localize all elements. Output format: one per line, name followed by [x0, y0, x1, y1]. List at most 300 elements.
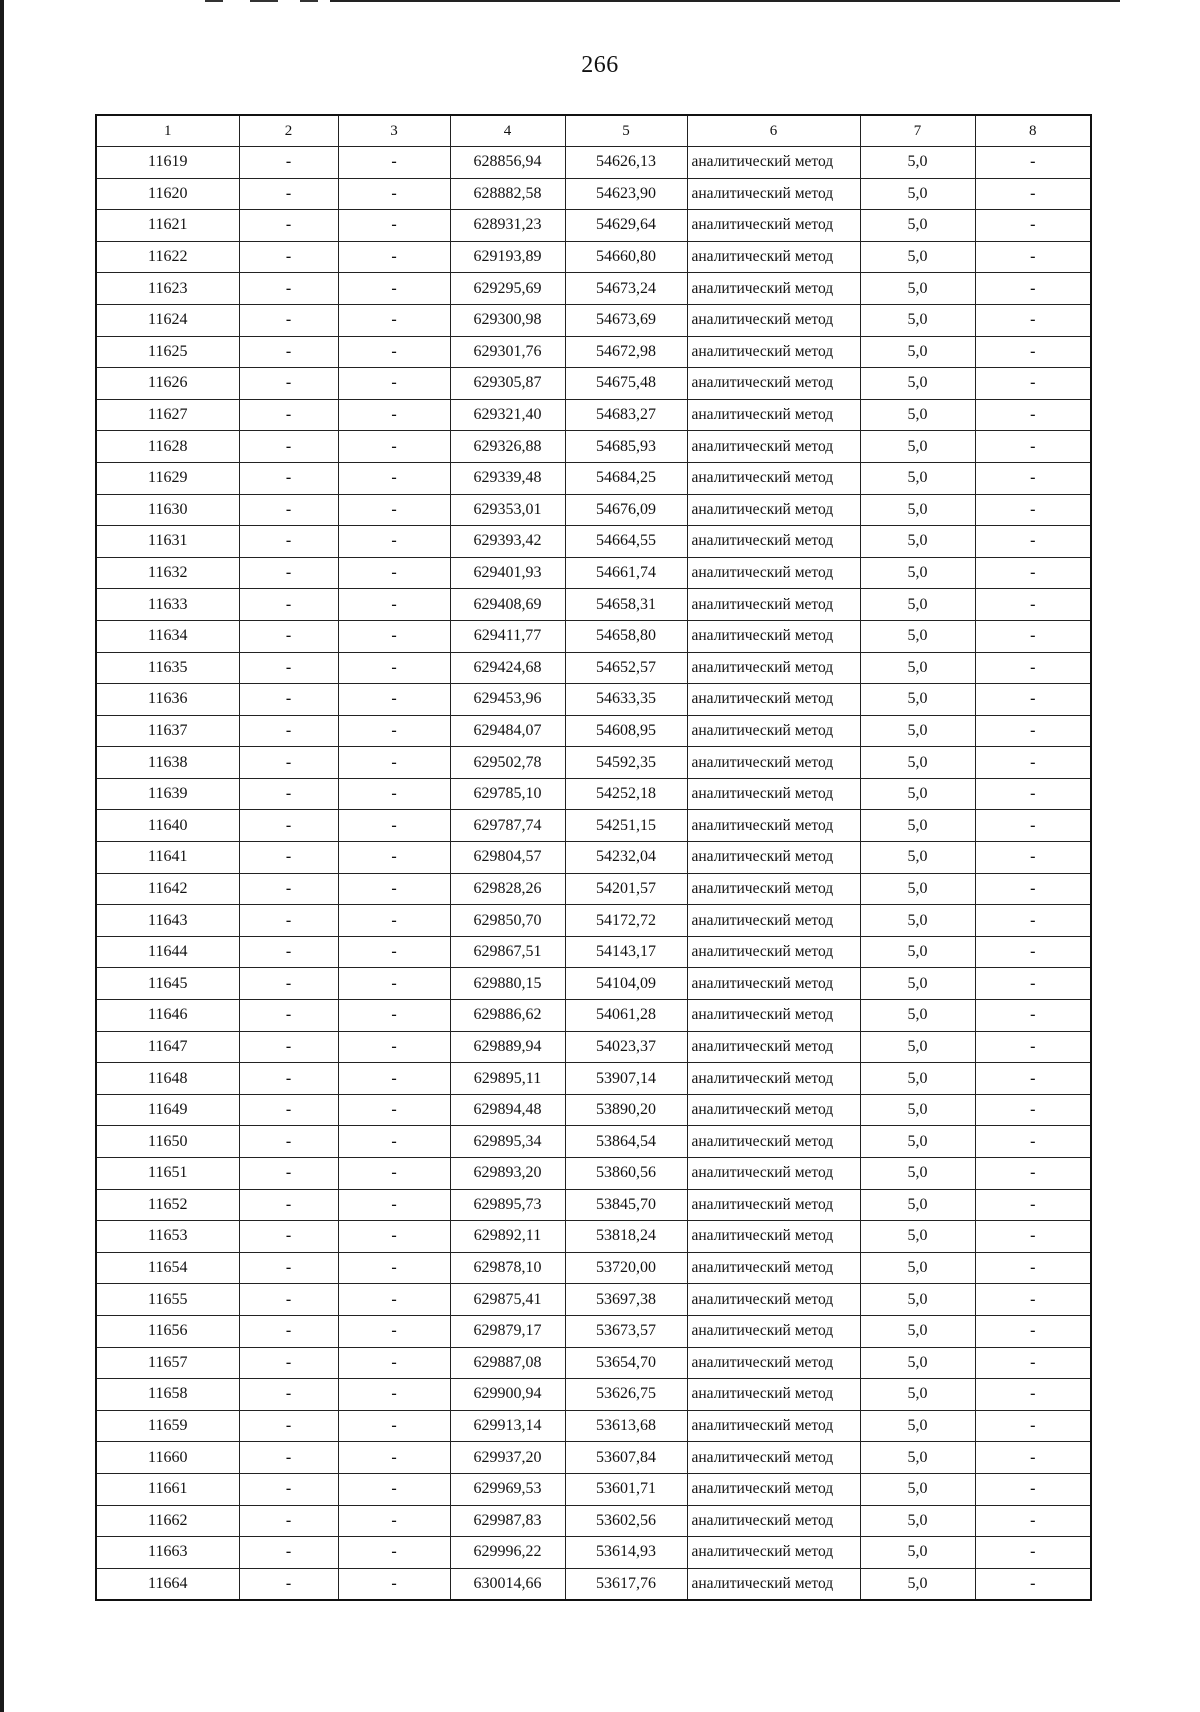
x-coordinate-cell: 629969,53 — [450, 1473, 565, 1505]
col8-cell: - — [975, 273, 1091, 305]
col3-cell: - — [338, 241, 450, 273]
accuracy-cell: 5,0 — [860, 1284, 975, 1316]
col2-cell: - — [239, 715, 338, 747]
x-coordinate-cell: 629828,26 — [450, 873, 565, 905]
x-coordinate-cell: 629502,78 — [450, 747, 565, 779]
scan-left-edge — [0, 0, 4, 1712]
y-coordinate-cell: 53614,93 — [565, 1537, 687, 1569]
table-row — [96, 1252, 1091, 1284]
col8-cell: - — [975, 1126, 1091, 1158]
col2-cell: - — [239, 810, 338, 842]
x-coordinate-cell: 629300,98 — [450, 304, 565, 336]
point-number-cell: 11637 — [96, 715, 239, 747]
col8-cell: - — [975, 178, 1091, 210]
point-number-cell: 11642 — [96, 873, 239, 905]
col8-cell: - — [975, 873, 1091, 905]
table-row — [96, 968, 1091, 1000]
col8-cell: - — [975, 1094, 1091, 1126]
col2-cell: - — [239, 652, 338, 684]
accuracy-cell: 5,0 — [860, 1189, 975, 1221]
accuracy-cell: 5,0 — [860, 1347, 975, 1379]
col3-cell: - — [338, 620, 450, 652]
col2-cell: - — [239, 1442, 338, 1474]
col8-cell: - — [975, 1473, 1091, 1505]
col2-cell: - — [239, 936, 338, 968]
point-number-cell: 11627 — [96, 399, 239, 431]
col3-cell: - — [338, 431, 450, 463]
accuracy-cell: 5,0 — [860, 810, 975, 842]
y-coordinate-cell: 54664,55 — [565, 526, 687, 558]
col8-cell: - — [975, 589, 1091, 621]
col8-cell: - — [975, 462, 1091, 494]
x-coordinate-cell: 629305,87 — [450, 368, 565, 400]
method-cell: аналитический метод — [687, 1568, 860, 1600]
point-number-cell: 11660 — [96, 1442, 239, 1474]
col2-cell: - — [239, 1315, 338, 1347]
col8-cell: - — [975, 684, 1091, 716]
table-row — [96, 1094, 1091, 1126]
col8-cell: - — [975, 747, 1091, 779]
accuracy-cell: 5,0 — [860, 778, 975, 810]
method-cell: аналитический метод — [687, 368, 860, 400]
method-cell: аналитический метод — [687, 147, 860, 179]
col3-cell: - — [338, 1473, 450, 1505]
col3-cell: - — [338, 178, 450, 210]
method-cell: аналитический метод — [687, 1063, 860, 1095]
col3-cell: - — [338, 936, 450, 968]
y-coordinate-cell: 54232,04 — [565, 842, 687, 874]
point-number-cell: 11652 — [96, 1189, 239, 1221]
y-coordinate-cell: 54683,27 — [565, 399, 687, 431]
col8-cell: - — [975, 304, 1091, 336]
method-cell: аналитический метод — [687, 1158, 860, 1190]
table-row — [96, 1000, 1091, 1032]
table-row — [96, 1347, 1091, 1379]
method-cell: аналитический метод — [687, 431, 860, 463]
y-coordinate-cell: 53673,57 — [565, 1315, 687, 1347]
method-cell: аналитический метод — [687, 304, 860, 336]
col8-cell: - — [975, 431, 1091, 463]
col2-cell: - — [239, 1568, 338, 1600]
point-number-cell: 11656 — [96, 1315, 239, 1347]
table-row — [96, 1158, 1091, 1190]
column-header: 3 — [338, 115, 450, 147]
x-coordinate-cell: 629900,94 — [450, 1379, 565, 1411]
point-number-cell: 11653 — [96, 1221, 239, 1253]
y-coordinate-cell: 53607,84 — [565, 1442, 687, 1474]
point-number-cell: 11623 — [96, 273, 239, 305]
col8-cell: - — [975, 336, 1091, 368]
accuracy-cell: 5,0 — [860, 968, 975, 1000]
accuracy-cell: 5,0 — [860, 1568, 975, 1600]
x-coordinate-cell: 629889,94 — [450, 1031, 565, 1063]
accuracy-cell: 5,0 — [860, 241, 975, 273]
method-cell: аналитический метод — [687, 1031, 860, 1063]
col3-cell: - — [338, 336, 450, 368]
method-cell: аналитический метод — [687, 557, 860, 589]
x-coordinate-cell: 629867,51 — [450, 936, 565, 968]
point-number-cell: 11650 — [96, 1126, 239, 1158]
method-cell: аналитический метод — [687, 968, 860, 1000]
x-coordinate-cell: 629880,15 — [450, 968, 565, 1000]
accuracy-cell: 5,0 — [860, 1126, 975, 1158]
table-row — [96, 273, 1091, 305]
col3-cell: - — [338, 715, 450, 747]
y-coordinate-cell: 54023,37 — [565, 1031, 687, 1063]
col8-cell: - — [975, 1505, 1091, 1537]
col3-cell: - — [338, 557, 450, 589]
x-coordinate-cell: 629913,14 — [450, 1410, 565, 1442]
point-number-cell: 11649 — [96, 1094, 239, 1126]
col3-cell: - — [338, 905, 450, 937]
x-coordinate-cell: 629484,07 — [450, 715, 565, 747]
y-coordinate-cell: 53626,75 — [565, 1379, 687, 1411]
col8-cell: - — [975, 1379, 1091, 1411]
table-row — [96, 1284, 1091, 1316]
method-cell: аналитический метод — [687, 1410, 860, 1442]
x-coordinate-cell: 629987,83 — [450, 1505, 565, 1537]
table-row — [96, 715, 1091, 747]
method-cell: аналитический метод — [687, 620, 860, 652]
table-row — [96, 557, 1091, 589]
method-cell: аналитический метод — [687, 842, 860, 874]
col8-cell: - — [975, 905, 1091, 937]
point-number-cell: 11663 — [96, 1537, 239, 1569]
method-cell: аналитический метод — [687, 684, 860, 716]
accuracy-cell: 5,0 — [860, 494, 975, 526]
point-number-cell: 11638 — [96, 747, 239, 779]
y-coordinate-cell: 54201,57 — [565, 873, 687, 905]
y-coordinate-cell: 54172,72 — [565, 905, 687, 937]
y-coordinate-cell: 53860,56 — [565, 1158, 687, 1190]
method-cell: аналитический метод — [687, 1315, 860, 1347]
accuracy-cell: 5,0 — [860, 620, 975, 652]
x-coordinate-cell: 629894,48 — [450, 1094, 565, 1126]
col2-cell: - — [239, 431, 338, 463]
col8-cell: - — [975, 810, 1091, 842]
point-number-cell: 11646 — [96, 1000, 239, 1032]
col8-cell: - — [975, 1189, 1091, 1221]
y-coordinate-cell: 53720,00 — [565, 1252, 687, 1284]
col3-cell: - — [338, 1221, 450, 1253]
col8-cell: - — [975, 1252, 1091, 1284]
col8-cell: - — [975, 1000, 1091, 1032]
col3-cell: - — [338, 1568, 450, 1600]
x-coordinate-cell: 629804,57 — [450, 842, 565, 874]
accuracy-cell: 5,0 — [860, 368, 975, 400]
table-row — [96, 399, 1091, 431]
method-cell: аналитический метод — [687, 1473, 860, 1505]
y-coordinate-cell: 54629,64 — [565, 210, 687, 242]
scan-top-mark — [250, 0, 278, 2]
column-header: 7 — [860, 115, 975, 147]
col3-cell: - — [338, 1189, 450, 1221]
col8-cell: - — [975, 778, 1091, 810]
accuracy-cell: 5,0 — [860, 273, 975, 305]
col3-cell: - — [338, 1442, 450, 1474]
point-number-cell: 11630 — [96, 494, 239, 526]
table-body — [96, 147, 1091, 1601]
accuracy-cell: 5,0 — [860, 526, 975, 558]
accuracy-cell: 5,0 — [860, 936, 975, 968]
point-number-cell: 11619 — [96, 147, 239, 179]
col3-cell: - — [338, 652, 450, 684]
col3-cell: - — [338, 1537, 450, 1569]
accuracy-cell: 5,0 — [860, 304, 975, 336]
col2-cell: - — [239, 241, 338, 273]
col3-cell: - — [338, 273, 450, 305]
point-number-cell: 11647 — [96, 1031, 239, 1063]
method-cell: аналитический метод — [687, 1442, 860, 1474]
table-row — [96, 810, 1091, 842]
col8-cell: - — [975, 1315, 1091, 1347]
accuracy-cell: 5,0 — [860, 1315, 975, 1347]
y-coordinate-cell: 54673,24 — [565, 273, 687, 305]
col2-cell: - — [239, 1094, 338, 1126]
accuracy-cell: 5,0 — [860, 652, 975, 684]
y-coordinate-cell: 54660,80 — [565, 241, 687, 273]
y-coordinate-cell: 54675,48 — [565, 368, 687, 400]
col2-cell: - — [239, 620, 338, 652]
col2-cell: - — [239, 1410, 338, 1442]
y-coordinate-cell: 53613,68 — [565, 1410, 687, 1442]
col8-cell: - — [975, 241, 1091, 273]
point-number-cell: 11628 — [96, 431, 239, 463]
table-row — [96, 842, 1091, 874]
accuracy-cell: 5,0 — [860, 1505, 975, 1537]
col8-cell: - — [975, 1063, 1091, 1095]
x-coordinate-cell: 628882,58 — [450, 178, 565, 210]
col3-cell: - — [338, 399, 450, 431]
y-coordinate-cell: 53864,54 — [565, 1126, 687, 1158]
point-number-cell: 11621 — [96, 210, 239, 242]
table-header-row — [96, 115, 1091, 147]
accuracy-cell: 5,0 — [860, 715, 975, 747]
method-cell: аналитический метод — [687, 1347, 860, 1379]
table-row — [96, 936, 1091, 968]
point-number-cell: 11640 — [96, 810, 239, 842]
accuracy-cell: 5,0 — [860, 684, 975, 716]
col3-cell: - — [338, 526, 450, 558]
x-coordinate-cell: 629393,42 — [450, 526, 565, 558]
col3-cell: - — [338, 1126, 450, 1158]
method-cell: аналитический метод — [687, 210, 860, 242]
accuracy-cell: 5,0 — [860, 842, 975, 874]
table-row — [96, 1315, 1091, 1347]
col8-cell: - — [975, 210, 1091, 242]
col2-cell: - — [239, 462, 338, 494]
x-coordinate-cell: 629875,41 — [450, 1284, 565, 1316]
col3-cell: - — [338, 968, 450, 1000]
col3-cell: - — [338, 1347, 450, 1379]
accuracy-cell: 5,0 — [860, 1473, 975, 1505]
accuracy-cell: 5,0 — [860, 462, 975, 494]
accuracy-cell: 5,0 — [860, 1000, 975, 1032]
table-row — [96, 526, 1091, 558]
x-coordinate-cell: 629895,73 — [450, 1189, 565, 1221]
y-coordinate-cell: 54676,09 — [565, 494, 687, 526]
x-coordinate-cell: 629887,08 — [450, 1347, 565, 1379]
accuracy-cell: 5,0 — [860, 557, 975, 589]
accuracy-cell: 5,0 — [860, 1063, 975, 1095]
table-row — [96, 336, 1091, 368]
col2-cell: - — [239, 1473, 338, 1505]
table-row — [96, 652, 1091, 684]
accuracy-cell: 5,0 — [860, 1410, 975, 1442]
col3-cell: - — [338, 778, 450, 810]
col8-cell: - — [975, 1410, 1091, 1442]
table-row — [96, 747, 1091, 779]
col2-cell: - — [239, 1537, 338, 1569]
col2-cell: - — [239, 1031, 338, 1063]
method-cell: аналитический метод — [687, 1189, 860, 1221]
y-coordinate-cell: 54673,69 — [565, 304, 687, 336]
y-coordinate-cell: 54592,35 — [565, 747, 687, 779]
col3-cell: - — [338, 1379, 450, 1411]
col2-cell: - — [239, 905, 338, 937]
y-coordinate-cell: 54652,57 — [565, 652, 687, 684]
col8-cell: - — [975, 652, 1091, 684]
col3-cell: - — [338, 1252, 450, 1284]
col2-cell: - — [239, 842, 338, 874]
col3-cell: - — [338, 1031, 450, 1063]
table-row — [96, 462, 1091, 494]
x-coordinate-cell: 629785,10 — [450, 778, 565, 810]
col2-cell: - — [239, 273, 338, 305]
col8-cell: - — [975, 1158, 1091, 1190]
col2-cell: - — [239, 1347, 338, 1379]
table-row — [96, 778, 1091, 810]
accuracy-cell: 5,0 — [860, 1537, 975, 1569]
table-row — [96, 304, 1091, 336]
table-row — [96, 1379, 1091, 1411]
point-number-cell: 11651 — [96, 1158, 239, 1190]
point-number-cell: 11641 — [96, 842, 239, 874]
y-coordinate-cell: 53845,70 — [565, 1189, 687, 1221]
x-coordinate-cell: 629895,34 — [450, 1126, 565, 1158]
y-coordinate-cell: 54672,98 — [565, 336, 687, 368]
col2-cell: - — [239, 178, 338, 210]
y-coordinate-cell: 54252,18 — [565, 778, 687, 810]
point-number-cell: 11659 — [96, 1410, 239, 1442]
x-coordinate-cell: 629401,93 — [450, 557, 565, 589]
table-row — [96, 494, 1091, 526]
point-number-cell: 11654 — [96, 1252, 239, 1284]
column-header: 4 — [450, 115, 565, 147]
point-number-cell: 11658 — [96, 1379, 239, 1411]
col8-cell: - — [975, 1442, 1091, 1474]
x-coordinate-cell: 628856,94 — [450, 147, 565, 179]
col3-cell: - — [338, 1315, 450, 1347]
method-cell: аналитический метод — [687, 494, 860, 526]
page-number: 266 — [581, 52, 619, 78]
col8-cell: - — [975, 399, 1091, 431]
col3-cell: - — [338, 1410, 450, 1442]
col8-cell: - — [975, 968, 1091, 1000]
col2-cell: - — [239, 873, 338, 905]
scan-top-mark — [300, 0, 318, 2]
scan-top-rule — [330, 0, 1120, 2]
method-cell: аналитический метод — [687, 462, 860, 494]
col2-cell: - — [239, 1063, 338, 1095]
x-coordinate-cell: 629424,68 — [450, 652, 565, 684]
table-row — [96, 589, 1091, 621]
y-coordinate-cell: 54658,31 — [565, 589, 687, 621]
col2-cell: - — [239, 968, 338, 1000]
method-cell: аналитический метод — [687, 1221, 860, 1253]
y-coordinate-cell: 54661,74 — [565, 557, 687, 589]
x-coordinate-cell: 629878,10 — [450, 1252, 565, 1284]
y-coordinate-cell: 53602,56 — [565, 1505, 687, 1537]
x-coordinate-cell: 629326,88 — [450, 431, 565, 463]
accuracy-cell: 5,0 — [860, 1094, 975, 1126]
col8-cell: - — [975, 936, 1091, 968]
col8-cell: - — [975, 620, 1091, 652]
table-row — [96, 620, 1091, 652]
method-cell: аналитический метод — [687, 526, 860, 558]
point-number-cell: 11643 — [96, 905, 239, 937]
col2-cell: - — [239, 526, 338, 558]
x-coordinate-cell: 629321,40 — [450, 399, 565, 431]
point-number-cell: 11664 — [96, 1568, 239, 1600]
col8-cell: - — [975, 1537, 1091, 1569]
col3-cell: - — [338, 1000, 450, 1032]
col8-cell: - — [975, 494, 1091, 526]
method-cell: аналитический метод — [687, 652, 860, 684]
y-coordinate-cell: 54061,28 — [565, 1000, 687, 1032]
table-row — [96, 1537, 1091, 1569]
accuracy-cell: 5,0 — [860, 1442, 975, 1474]
col3-cell: - — [338, 842, 450, 874]
y-coordinate-cell: 54143,17 — [565, 936, 687, 968]
col3-cell: - — [338, 494, 450, 526]
x-coordinate-cell: 629892,11 — [450, 1221, 565, 1253]
col3-cell: - — [338, 873, 450, 905]
point-number-cell: 11622 — [96, 241, 239, 273]
col8-cell: - — [975, 1568, 1091, 1600]
y-coordinate-cell: 54685,93 — [565, 431, 687, 463]
y-coordinate-cell: 53890,20 — [565, 1094, 687, 1126]
table-row — [96, 241, 1091, 273]
col3-cell: - — [338, 147, 450, 179]
accuracy-cell: 5,0 — [860, 873, 975, 905]
accuracy-cell: 5,0 — [860, 1252, 975, 1284]
scan-top-mark — [205, 0, 223, 2]
point-number-cell: 11636 — [96, 684, 239, 716]
y-coordinate-cell: 53601,71 — [565, 1473, 687, 1505]
method-cell: аналитический метод — [687, 1094, 860, 1126]
col2-cell: - — [239, 1252, 338, 1284]
col3-cell: - — [338, 210, 450, 242]
col8-cell: - — [975, 1221, 1091, 1253]
table-row — [96, 1221, 1091, 1253]
x-coordinate-cell: 629886,62 — [450, 1000, 565, 1032]
x-coordinate-cell: 629893,20 — [450, 1158, 565, 1190]
accuracy-cell: 5,0 — [860, 1379, 975, 1411]
table-row — [96, 431, 1091, 463]
table-row — [96, 1410, 1091, 1442]
method-cell: аналитический метод — [687, 810, 860, 842]
col8-cell: - — [975, 1284, 1091, 1316]
col2-cell: - — [239, 1158, 338, 1190]
y-coordinate-cell: 54608,95 — [565, 715, 687, 747]
x-coordinate-cell: 629411,77 — [450, 620, 565, 652]
point-number-cell: 11657 — [96, 1347, 239, 1379]
col2-cell: - — [239, 1126, 338, 1158]
column-header: 8 — [975, 115, 1091, 147]
col2-cell: - — [239, 1284, 338, 1316]
method-cell: аналитический метод — [687, 273, 860, 305]
